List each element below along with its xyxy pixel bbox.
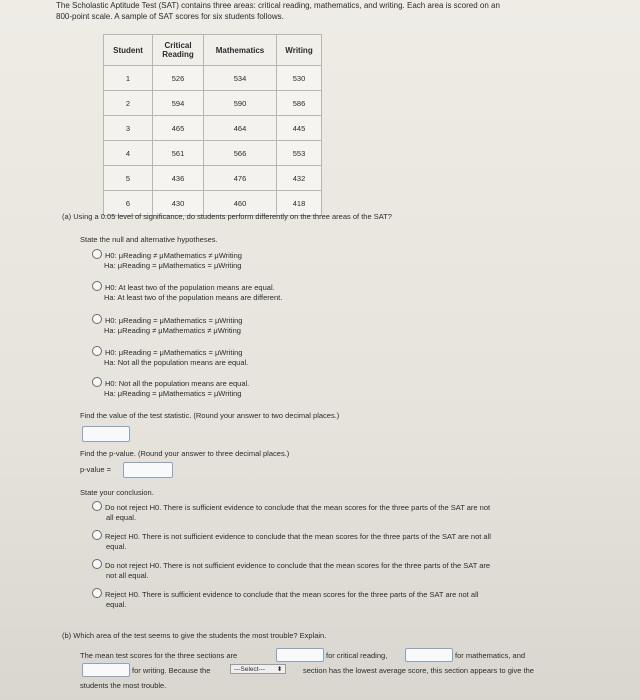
option-5-h0: H0: Not all the population means are equal. <box>105 379 250 388</box>
hypotheses-prompt: State the null and alternative hypotheses. <box>80 235 218 244</box>
critical-reading-mean-input[interactable] <box>276 648 324 662</box>
chevron-updown-icon: ⬍ <box>276 666 283 673</box>
table-row <box>104 66 322 91</box>
conclusion-2-line-1: Reject H0. There is not sufficient evidence to conclude that the mean scores for the three parts of the SAT are not all <box>105 532 491 541</box>
table-row <box>104 116 322 141</box>
radio-button[interactable] <box>92 530 102 540</box>
table-cell: 464 <box>204 116 277 141</box>
sat-scores-table <box>103 34 322 216</box>
table-row <box>104 141 322 166</box>
pvalue-input[interactable] <box>123 462 173 478</box>
radio-button[interactable] <box>92 249 102 259</box>
table-cell: 586 <box>277 91 322 116</box>
table-cell: 590 <box>204 91 277 116</box>
table-cell: 430 <box>153 191 204 216</box>
conclusion-4-line-1: Reject H0. There is sufficient evidence to conclude that the mean scores for the three parts of the SAT are not all <box>105 590 479 599</box>
conclusion-1-line-1: Do not reject H0. There is sufficient evidence to conclude that the mean scores for the three parts of the SAT are not <box>105 503 491 512</box>
mathematics-mean-input[interactable] <box>405 648 453 662</box>
table-cell: 465 <box>153 116 204 141</box>
part-b-sentence-6: students the most trouble. <box>80 681 167 690</box>
option-1-ha: Ha: μReading = μMathematics = μWriting <box>104 261 242 270</box>
header-critical-reading <box>153 35 204 66</box>
conclusion-4-line-2: equal. <box>106 600 127 609</box>
part-a-question: (a) Using a 0.05 level of significance, do students perform differently on the three areas of the SAT? <box>62 212 392 221</box>
hypothesis-option-3[interactable] <box>92 314 242 336</box>
table-cell: 530 <box>277 66 322 91</box>
radio-button[interactable] <box>92 281 102 291</box>
section-select-value: ---Select--- <box>234 666 266 673</box>
part-b-question: (b) Which area of the test seems to give the students the most trouble? Explain. <box>62 631 327 640</box>
header-student: Student <box>104 35 153 66</box>
part-b-sentence-3: for mathematics, and <box>455 651 526 660</box>
conclusion-option-4[interactable] <box>92 588 478 610</box>
radio-button[interactable] <box>92 314 102 324</box>
intro-line-2: 800-point scale. A sample of SAT scores for six students follows. <box>56 12 284 21</box>
conclusion-prompt: State your conclusion. <box>80 488 154 497</box>
writing-mean-input[interactable] <box>82 663 130 677</box>
intro-line-1: The Scholastic Aptitude Test (SAT) contains three areas: critical reading, mathematics, and writing. Each area is scored on an <box>56 1 500 10</box>
table-cell: 553 <box>277 141 322 166</box>
part-b-sentence-2: for critical reading, <box>326 651 388 660</box>
option-4-h0: H0: μReading = μMathematics = μWriting <box>105 348 243 357</box>
conclusion-3-line-1: Do not reject H0. There is not sufficient evidence to conclude that the mean scores for the three parts of the SAT are <box>105 561 491 570</box>
header-writing: Writing <box>277 35 322 66</box>
hypothesis-option-4[interactable] <box>92 346 248 368</box>
table-cell: 6 <box>104 191 153 216</box>
intro-text <box>56 0 576 22</box>
table-row <box>104 166 322 191</box>
radio-button[interactable] <box>92 588 102 598</box>
option-4-ha: Ha: Not all the population means are equal. <box>104 358 249 367</box>
conclusion-1-line-2: all equal. <box>106 513 137 522</box>
table-cell: 594 <box>153 91 204 116</box>
part-b-sentence-1: The mean test scores for the three sections are <box>80 651 238 660</box>
part-b-sentence-4: for writing. Because the <box>132 666 211 675</box>
option-2-ha: Ha: At least two of the population means are different. <box>104 293 283 302</box>
table-cell: 4 <box>104 141 153 166</box>
radio-button[interactable] <box>92 559 102 569</box>
option-3-h0: H0: μReading = μMathematics = μWriting <box>105 316 243 325</box>
header-critical-reading-label: Critical Reading <box>162 41 194 59</box>
table-cell: 561 <box>153 141 204 166</box>
radio-button[interactable] <box>92 346 102 356</box>
section-select-box[interactable] <box>230 664 286 674</box>
pvalue-label: p-value = <box>80 465 112 474</box>
radio-button[interactable] <box>92 501 102 511</box>
hypothesis-option-2[interactable] <box>92 281 282 303</box>
header-mathematics: Mathematics <box>204 35 277 66</box>
hypothesis-option-5[interactable] <box>92 377 249 399</box>
table-row <box>104 91 322 116</box>
table-cell: 418 <box>277 191 322 216</box>
option-5-ha: Ha: μReading = μMathematics = μWriting <box>104 389 242 398</box>
conclusion-option-1[interactable] <box>92 501 490 523</box>
conclusion-2-line-2: equal. <box>106 542 127 551</box>
conclusion-option-3[interactable] <box>92 559 490 581</box>
table-cell: 445 <box>277 116 322 141</box>
option-2-h0: H0: At least two of the population means are equal. <box>105 283 275 292</box>
table-cell: 526 <box>153 66 204 91</box>
table-cell: 432 <box>277 166 322 191</box>
table-cell: 566 <box>204 141 277 166</box>
option-1-h0: H0: μReading ≠ μMathematics ≠ μWriting <box>105 251 242 260</box>
pvalue-prompt: Find the p-value. (Round your answer to three decimal places.) <box>80 449 290 458</box>
test-statistic-prompt: Find the value of the test statistic. (Round your answer to two decimal places.) <box>80 411 340 420</box>
table-cell: 3 <box>104 116 153 141</box>
table-cell: 5 <box>104 166 153 191</box>
conclusion-3-line-2: not all equal. <box>106 571 149 580</box>
table-cell: 460 <box>204 191 277 216</box>
table-header-row <box>104 35 322 66</box>
conclusion-option-2[interactable] <box>92 530 491 552</box>
radio-button[interactable] <box>92 377 102 387</box>
table-cell: 476 <box>204 166 277 191</box>
test-statistic-input[interactable] <box>82 426 130 442</box>
section-select[interactable] <box>228 664 288 674</box>
table-cell: 1 <box>104 66 153 91</box>
hypothesis-option-1[interactable] <box>92 249 242 271</box>
table-cell: 2 <box>104 91 153 116</box>
table-cell: 534 <box>204 66 277 91</box>
option-3-ha: Ha: μReading ≠ μMathematics ≠ μWriting <box>104 326 241 335</box>
part-b-sentence-5: section has the lowest average score, this section appears to give the <box>303 666 534 675</box>
table-cell: 436 <box>153 166 204 191</box>
